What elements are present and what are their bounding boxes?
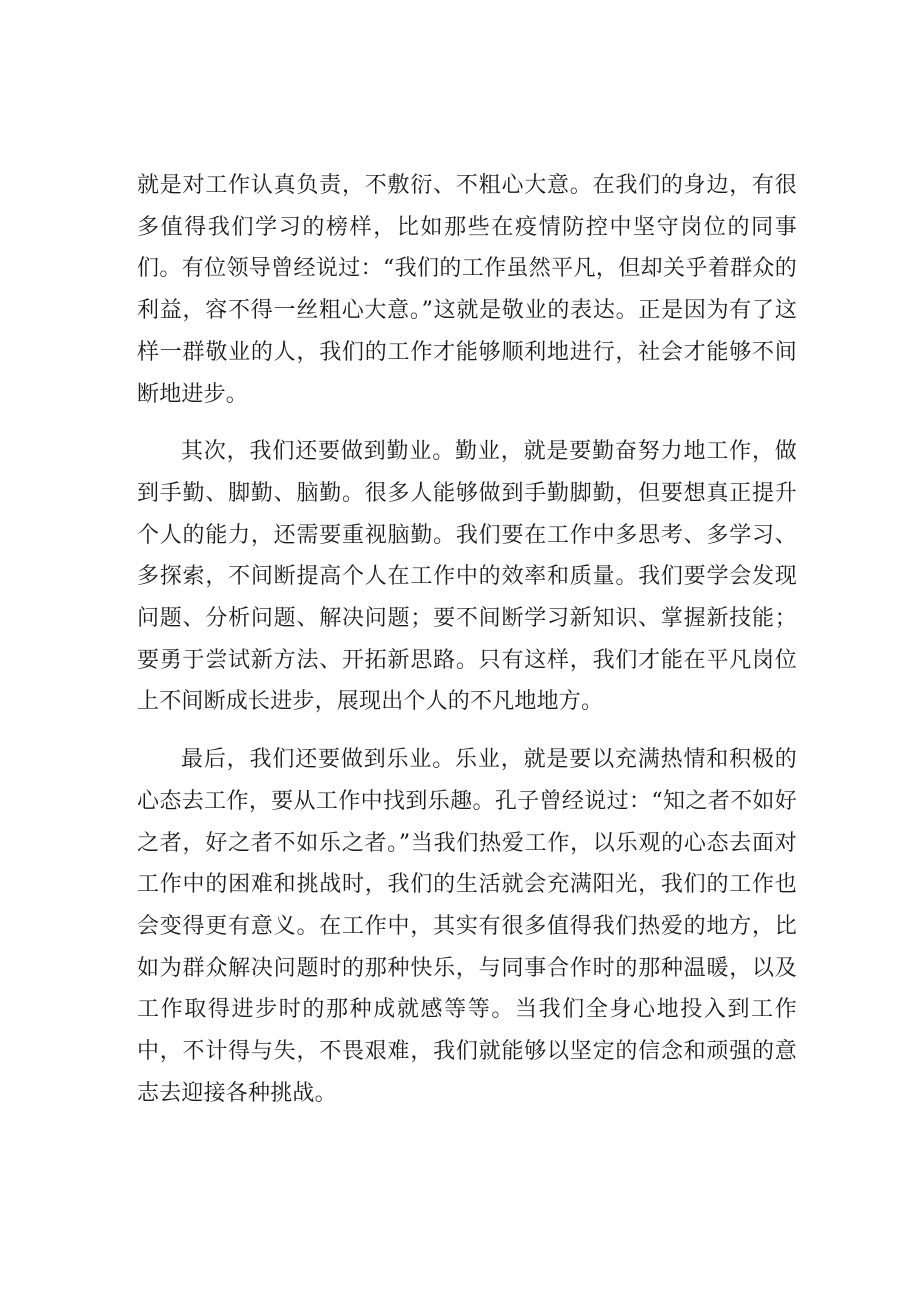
paragraph-enjoyment: 最后，我们还要做到乐业。乐业，就是要以充满热情和积极的心态去工作，要从工作中找到乐趣。孔子曾经说过：“知之者不如好之者，好之者不如乐之者。”当我们热爱工作，以乐观的心态去面对工作中的困难和挑战时，我们的生活就会充满阳光，我们的工作也会变得更有意义。在工作中，其实有很多值得我们热爱的地方，比如为群众解决问题时的那种快乐，与同事合作时的那种温暖，以及工作取得进步时的那种成就感等等。当我们全身心地投入到工作中，不计得与失，不畏艰难，我们就能够以坚定的信念和顽强的意志去迎接各种挑战。: [137, 747, 797, 1106]
paragraph-dedication: 就是对工作认真负责，不敷衍、不粗心大意。在我们的身边，有很多值得我们学习的榜样，比如那些在疫情防控中坚守岗位的同事们。有位领导曾经说过：“我们的工作虽然平凡，但却关乎着群众的利益，容不得一丝粗心大意。”这就是敬业的表达。正是因为有了这样一群敬业的人，我们的工作才能够顺利地进行，社会才能够不间断地进步。: [137, 173, 797, 407]
document-body: [137, 165, 797, 1114]
paragraph-diligence: 其次，我们还要做到勤业。勤业，就是要勤奋努力地工作，做到手勤、脚勤、脑勤。很多人能够做到手勤脚勤，但要想真正提升个人的能力，还需要重视脑勤。我们要在工作中多思考、多学习、多探索，不间断提高个人在工作中的效率和质量。我们要学会发现问题、分析问题、解决问题；要不间断学习新知识、掌握新技能；要勇于尝试新方法、开拓新思路。只有这样，我们才能在平凡岗位上不间断成长进步，展现出个人的不凡地地方。: [137, 439, 797, 715]
